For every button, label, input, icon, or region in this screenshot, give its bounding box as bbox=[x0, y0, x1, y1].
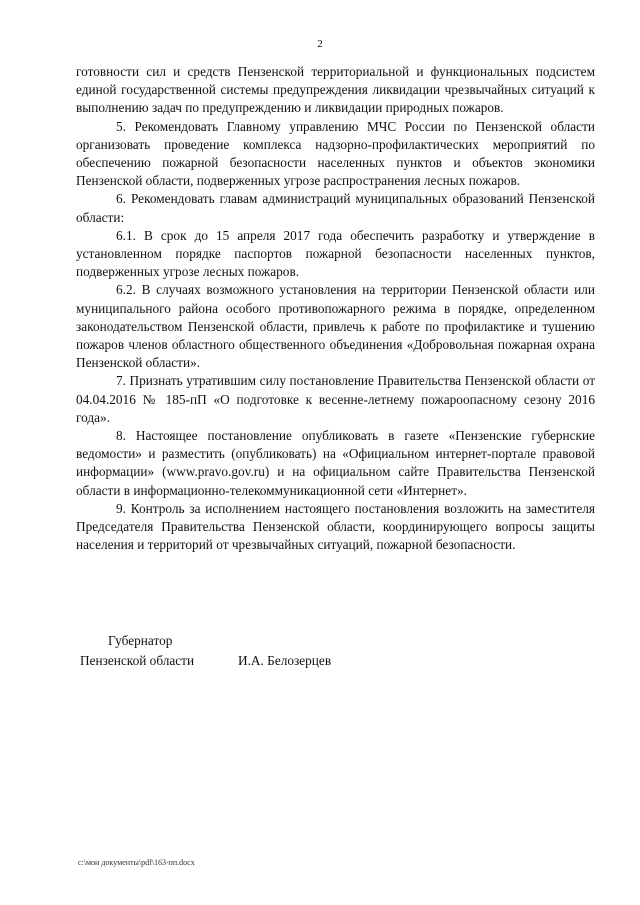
signature-title-line1: Губернатор bbox=[108, 633, 173, 648]
footer-file-path: c:\мои документы\pdf\163-пп.docx bbox=[78, 858, 195, 867]
paragraph-item-8: 8. Настоящее постановление опубликовать в газете «Пензенские губернские ведомости» и разместить (опубликовать) на «Официальном интернет-портале правовой информации» (www.pravo.gov.ru) и на официальном сайте Правительства Пензенской области в информационно-телекоммуникационной сети «Интернет». bbox=[76, 428, 595, 498]
document-body bbox=[76, 63, 595, 554]
paragraph-continuation: готовности сил и средств Пензенской территориальной и функциональных подсистем единой государственной системы предупреждения ликвидации чрезвычайных ситуаций к выполнению задач по предупреждению и ликвидации природных пожаров. bbox=[76, 64, 595, 116]
paragraph-item-5: 5. Рекомендовать Главному управлению МЧС России по Пензенской области организовать проведение комплекса надзорно-профилактических мероприятий по обеспечению пожарной безопасности населенных пунктов и объектов экономики Пензенской области, подверженных угрозе распространения лесных пожаров. bbox=[76, 118, 595, 189]
paragraph-item-6-2: 6.2. В случаях возможного установления на территории Пензенской области или муниципального района особого противопожарного режима в порядке, определенном законодательством Пензенской области, привлечь к работе по профилактике и тушению пожаров членов областного общественного объединения «Добровольная пожарная охрана Пензенской области». bbox=[76, 282, 595, 371]
paragraph-item-6: 6. Рекомендовать главам администраций муниципальных образований Пензенской области: bbox=[76, 191, 595, 225]
signature-name: И.А. Белозерцев bbox=[238, 653, 332, 668]
page-number: 2 bbox=[317, 38, 323, 50]
paragraph-item-6-1: 6.1. В срок до 15 апреля 2017 года обеспечить разработку и утверждение в установленном порядке паспортов пожарной безопасности населенных пунктов, подверженных угрозе лесных пожаров. bbox=[76, 227, 595, 280]
paragraph-item-9: 9. Контроль за исполнением настоящего постановления возложить на заместителя Председателя Правительства Пензенской области, координирующего вопросы защиты населения и территорий от чрезвычайных ситуаций, пожарной безопасности. bbox=[76, 500, 595, 553]
paragraph-item-7: 7. Признать утратившим силу постановление Правительства Пензенской области от 04.04.2016 № 185-пП «О подготовке к весенне-летнему пожароопасному сезону 2016 года». bbox=[76, 373, 595, 425]
signature-title-line2: Пензенской области bbox=[80, 653, 195, 668]
